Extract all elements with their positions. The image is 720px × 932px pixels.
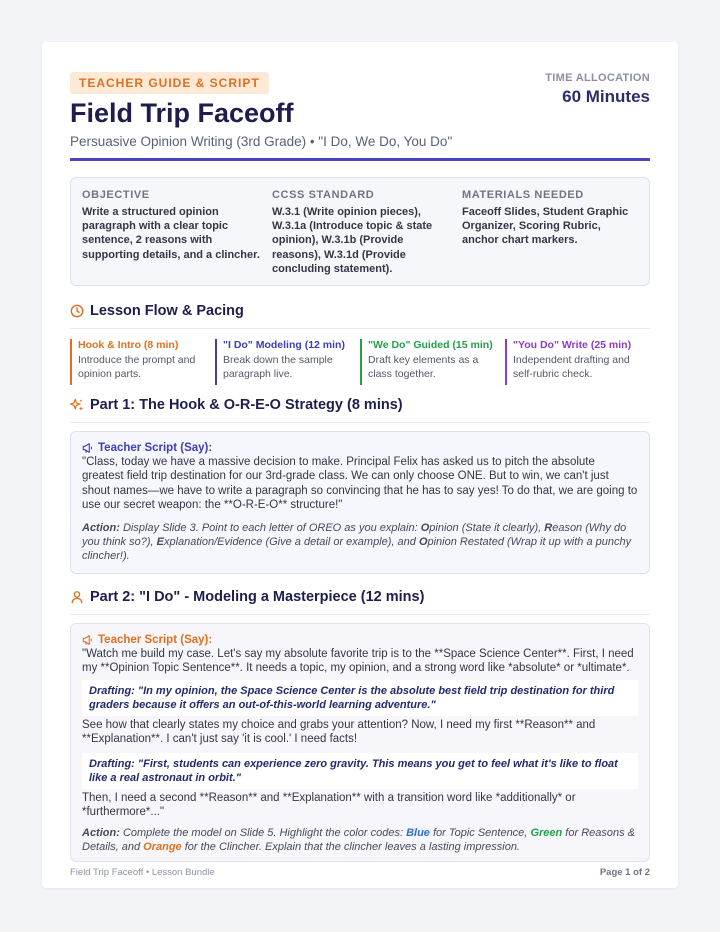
action-label: Action: <box>82 521 120 534</box>
part2-script-box <box>70 623 650 862</box>
oreo-letter: O <box>420 521 430 534</box>
time-value: 60 Minutes <box>562 87 650 106</box>
flow-heading: Lesson Flow & Pacing <box>90 303 244 319</box>
part1-script-label: Teacher Script (Say): <box>98 442 213 454</box>
flow-item-title: "I Do" Modeling (12 min) <box>223 339 345 351</box>
part1-heading: Part 1: The Hook & O-R-E-O Strategy (8 mins) <box>90 397 403 413</box>
flow-item-desc: Introduce the prompt and opinion parts. <box>78 354 196 380</box>
page-number: Page 1 of 2 <box>599 867 650 878</box>
part2-heading: Part 2: "I Do" - Modeling a Masterpiece (12 mins) <box>90 589 425 605</box>
time-label: TIME ALLOCATION <box>545 72 650 84</box>
page-header <box>70 72 650 158</box>
part1-script-label-row <box>82 442 638 454</box>
flow-item-title: "You Do" Write (25 min) <box>513 339 632 351</box>
time-allocation <box>545 72 650 107</box>
green-code: Green <box>530 827 563 840</box>
action-intro: Display Slide 3. Point to each letter of OREO as you explain: <box>122 521 418 534</box>
action-label: Action: <box>82 827 120 840</box>
materials-label: MATERIALS NEEDED <box>462 189 584 201</box>
oreo-letter: O <box>418 535 428 548</box>
part2-script-label-row <box>82 634 638 646</box>
page-content <box>70 72 650 862</box>
page-subtitle: Persuasive Opinion Writing (3rd Grade) • "I Do, We Do, You Do" <box>70 133 453 149</box>
part2-section-heading <box>70 589 650 615</box>
blue-code: Blue <box>406 827 430 840</box>
flow-item-desc: Break down the sample paragraph live. <box>223 354 333 380</box>
part1-script-box <box>70 431 650 574</box>
action-text-c: for Reasons & Details, and <box>82 827 635 854</box>
action-text-a: Complete the model on Slide 5. Highlight the color codes: <box>122 827 404 840</box>
part1-section-heading <box>70 397 650 423</box>
guide-badge: TEACHER GUIDE & SCRIPT <box>70 72 269 94</box>
part2-script-text-2: See how that clearly states my choice and grabs your attention? Now, I need my first **Reason** and **Explanation**. I can't just say 'it is cool.' I need facts! <box>82 718 596 746</box>
ccss-column <box>272 189 450 276</box>
oreo-rest: pinion Restated (Wrap it up with a punchy clincher!). <box>82 535 632 562</box>
footer-left: Field Trip Faceoff • Lesson Bundle <box>70 867 215 878</box>
drafting-example-2: Drafting: "First, students can experience zero gravity. This means you get to feel what it's like to float like a real astronaut in orbit." <box>82 753 638 789</box>
ccss-label: CCSS STANDARD <box>272 189 375 201</box>
page-title: Field Trip Faceoff <box>70 98 294 128</box>
flow-item-title: Hook & Intro (8 min) <box>78 339 179 351</box>
materials-column <box>462 189 640 248</box>
sparkle-icon <box>70 398 84 412</box>
orange-code: Orange <box>143 841 182 854</box>
flow-item-you-do <box>505 339 649 385</box>
person-icon <box>70 590 84 604</box>
part1-action <box>82 521 638 563</box>
lesson-info-box <box>70 177 650 286</box>
flow-item-hook <box>70 339 214 385</box>
flow-item-we-do <box>360 339 504 385</box>
materials-text: Faceoff Slides, Student Graphic Organizer, Scoring Rubric, anchor chart markers. <box>462 206 629 247</box>
page-footer <box>70 858 650 878</box>
action-text-b: for Topic Sentence, <box>432 827 528 840</box>
part2-action <box>82 826 638 854</box>
document-page <box>42 42 678 888</box>
part2-script-label: Teacher Script (Say): <box>98 634 213 646</box>
part2-script-text-3: Then, I need a second **Reason** and **Explanation** with a transition word like *additionally* or *furthermore*..." <box>82 791 576 819</box>
oreo-letter: R <box>544 521 553 534</box>
part1-script-text: "Class, today we have a massive decision to make. Principal Felix has asked us to pitch the absolute greatest field trip destination for our 3rd-grade class. We can only choose ONE. But to win, we can't just shout names—we have to write a paragraph so convincing that he has to say yes! To do that, we are going to use our secret weapon: the **O-R-E-O** structure!" <box>82 456 638 512</box>
drafting-example-1: Drafting: "In my opinion, the Space Science Center is the absolute best field trip destination for third graders because it offers an out-of-this-world learning adventure." <box>82 680 638 716</box>
megaphone-icon <box>82 634 94 646</box>
header-divider <box>70 158 650 161</box>
action-text-d: for the Clincher. Explain that the clincher leaves a lasting impression. <box>184 841 520 854</box>
objective-text: Write a structured opinion paragraph with a clear topic sentence, 2 reasons with supporting details, and a clincher. <box>82 206 260 261</box>
lesson-flow <box>70 339 650 385</box>
oreo-letter: E <box>156 535 164 548</box>
ccss-text: W.3.1 (Write opinion pieces), W.3.1a (Introduce topic & state opinion), W.3.1b (Provide reasons), W.3.1d (Provide concluding statement). <box>272 206 433 275</box>
flow-item-i-do <box>215 339 359 385</box>
flow-item-desc: Draft key elements as a class together. <box>368 354 479 380</box>
part2-script-text-1: "Watch me build my case. Let's say my absolute favorite trip is to the **Space Science Center**. First, I need my **Opinion Topic Sentence**. It needs a topic, my opinion, and a strong word like *absolute* or *ultimate*. <box>82 648 634 675</box>
clock-icon <box>70 304 84 318</box>
flow-item-desc: Independent drafting and self-rubric check. <box>513 354 630 380</box>
oreo-rest: eason (Why do you think so?), <box>82 521 627 548</box>
objective-label: OBJECTIVE <box>82 189 150 201</box>
oreo-rest: xplanation/Evidence (Give a detail or example), and <box>163 535 416 548</box>
oreo-rest: pinion (State it clearly), <box>429 521 542 534</box>
objective-column <box>82 189 260 262</box>
flow-section-heading <box>70 303 650 329</box>
flow-item-title: "We Do" Guided (15 min) <box>368 339 493 351</box>
megaphone-icon <box>82 442 94 454</box>
